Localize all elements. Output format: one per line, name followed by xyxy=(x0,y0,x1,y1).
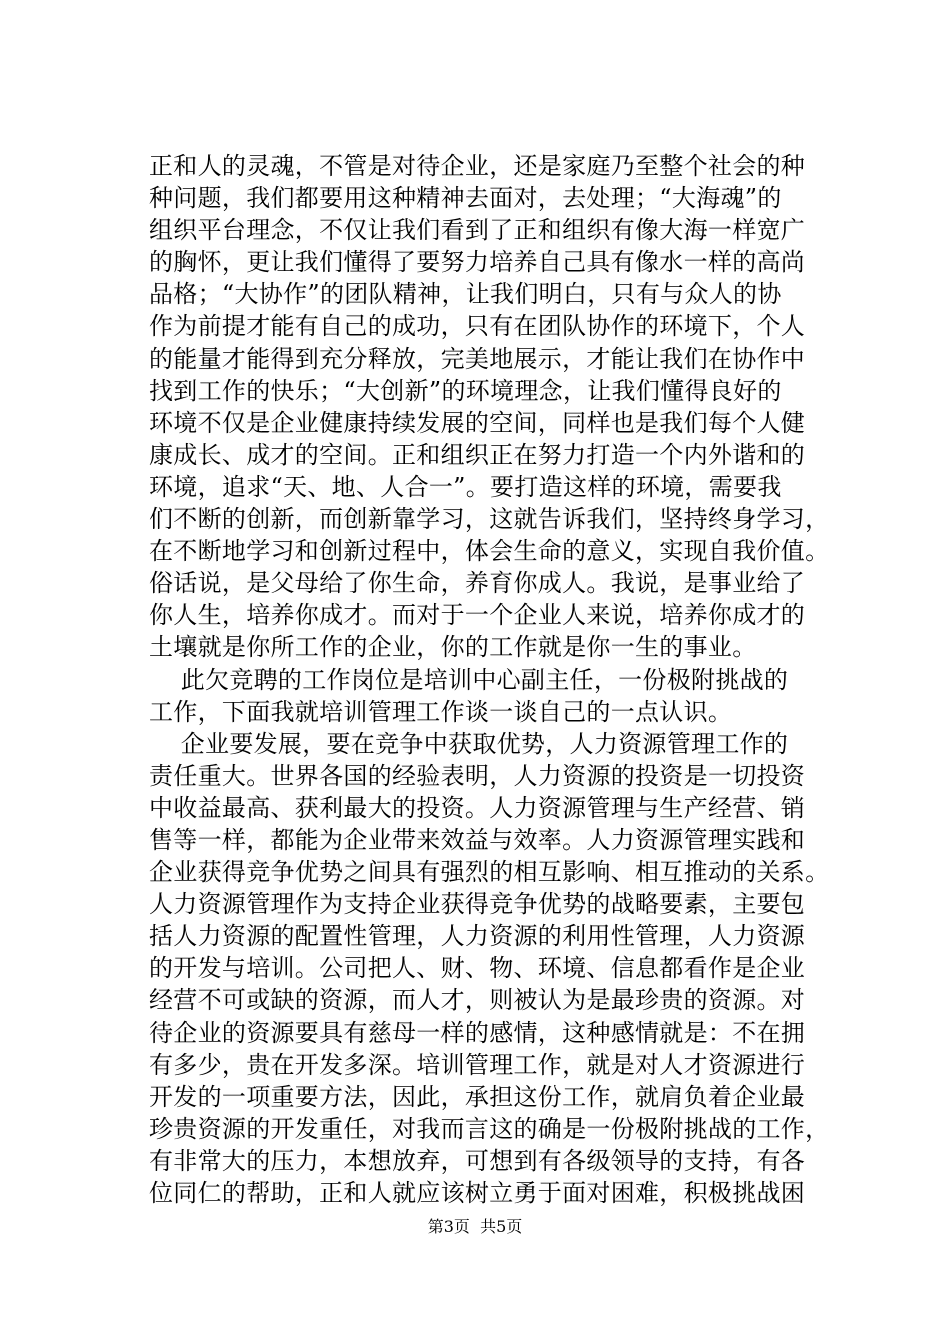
text-line: 企业获得竞争优势之间具有强烈的相互影响、相互推动的关系。 xyxy=(149,858,830,887)
text-line: 俗话说，是父母给了你生命，养育你成人。我说，是事业给了 xyxy=(149,569,806,598)
text-line: 们不断的创新，而创新靠学习，这就告诉我们，坚持终身学习， xyxy=(149,505,830,534)
text-line: 位同仁的帮助，正和人就应该树立勇于面对困难，积极挑战困 xyxy=(149,1179,806,1207)
text-line: 有多少，贵在开发多深。培训管理工作，就是对人才资源进行 xyxy=(149,1050,806,1079)
text-line: 开发的一项重要方法，因此，承担这份工作，就肩负着企业最 xyxy=(149,1082,806,1111)
text-line: 土壤就是你所工作的企业，你的工作就是你一生的事业。 xyxy=(149,633,757,662)
text-line: 作为前提才能有自己的成功，只有在团队协作的环境下，个人 xyxy=(149,312,806,341)
paragraph-start: 此欠竞聘的工作岗位是培训中心副主任，一份极附挑战的 xyxy=(149,665,789,694)
body-text xyxy=(149,150,829,1209)
text-line: 人力资源管理作为支持企业获得竞争优势的战略要素，主要包 xyxy=(149,890,806,919)
text-line: 品格；“大协作”的团队精神，让我们明白，只有与众人的协 xyxy=(149,280,782,309)
text-line: 工作，下面我就培训管理工作谈一谈自己的一点认识。 xyxy=(149,697,733,726)
text-line: 在不断地学习和创新过程中，体会生命的意义，实现自我价值。 xyxy=(149,537,830,566)
text-line: 的能量才能得到充分释放，完美地展示，才能让我们在协作中 xyxy=(149,344,806,373)
text-line: 待企业的资源要具有慈母一样的感情，这种感情就是：不在拥 xyxy=(149,1018,806,1047)
text-line: 找到工作的快乐；“大创新”的环境理念，让我们懂得良好的 xyxy=(149,376,782,405)
text-line: 中收益最高、获利最大的投资。人力资源管理与生产经营、销 xyxy=(149,793,806,822)
text-line: 的开发与培训。公司把人、财、物、环境、信息都看作是企业 xyxy=(149,954,806,983)
text-line: 你人生，培养你成才。而对于一个企业人来说，培养你成才的 xyxy=(149,601,806,630)
text-line: 经营不可或缺的资源，而人才，则被认为是最珍贵的资源。对 xyxy=(149,986,806,1015)
text-line: 正和人的灵魂，不管是对待企业，还是家庭乃至整个社会的种 xyxy=(149,152,806,180)
text-line: 责任重大。世界各国的经验表明，人力资源的投资是一切投资 xyxy=(149,761,806,790)
text-line: 有非常大的压力，本想放弃，可想到有各级领导的支持，有各 xyxy=(149,1146,806,1175)
text-line: 康成长、成才的空间。正和组织正在努力打造一个内外谐和的 xyxy=(149,440,806,469)
text-line: 售等一样，都能为企业带来效益与效率。人力资源管理实践和 xyxy=(149,825,806,854)
page-number-footer: 第3页 共5页 xyxy=(427,1217,523,1236)
paragraph-start: 企业要发展，要在竞争中获取优势，人力资源管理工作的 xyxy=(149,729,789,758)
text-line: 的胸怀，更让我们懂得了要努力培养自己具有像水一样的高尚 xyxy=(149,248,806,277)
text-line: 珍贵资源的开发重任，对我而言这的确是一份极附挑战的工作， xyxy=(149,1114,830,1143)
text-line: 组织平台理念，不仅让我们看到了正和组织有像大海一样宽广 xyxy=(149,216,806,245)
text-line: 括人力资源的配置性管理，人力资源的利用性管理，人力资源 xyxy=(149,922,806,951)
text-line: 种问题，我们都要用这种精神去面对，去处理；“大海魂”的 xyxy=(149,184,782,213)
text-line: 环境不仅是企业健康持续发展的空间，同样也是我们每个人健 xyxy=(149,408,806,437)
text-line: 环境，追求“天、地、人合一”。要打造这样的环境，需要我 xyxy=(149,472,782,501)
